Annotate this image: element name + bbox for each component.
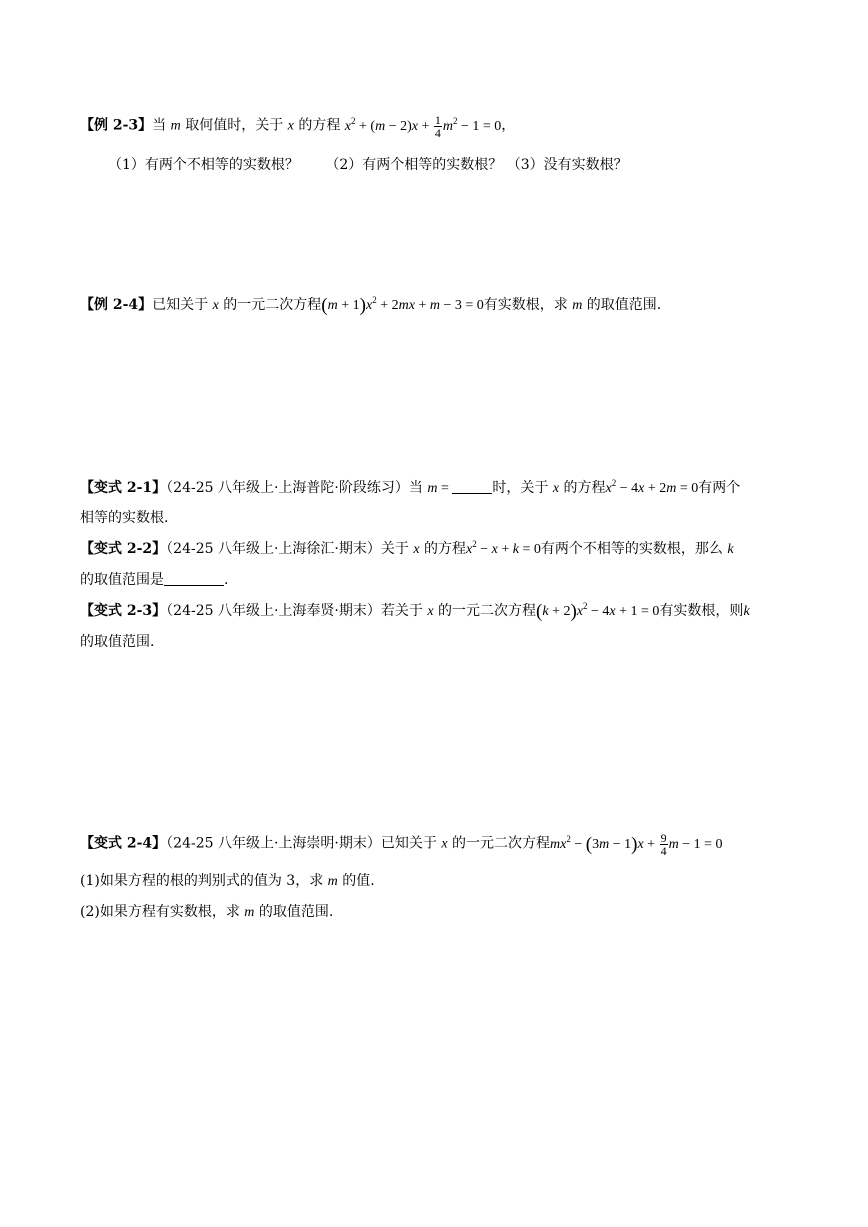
question-2: （2）有两个相等的实数根？: [325, 157, 503, 173]
source-note: （24-25 八年级上·上海崇明·期末）: [166, 835, 381, 852]
source-note: （24-25 八年级上·上海奉贤·期末）: [166, 603, 381, 619]
source-note: （24-25 八年级上·上海徐汇·期末）: [166, 541, 381, 557]
question-1: （1）有两个不相等的实数根？: [108, 157, 299, 173]
equation: $(m + 1)x^2 + 2mx + m - 3 = 0$: [321, 295, 484, 316]
equation: $x^2 + (m - 2)x$ + $\frac{1}{4}$ $m^2 - 1 = 0$: [344, 113, 502, 140]
variant-label: 【变式 2-4】: [80, 835, 167, 852]
example-2-3-stem: 【例 2-3】当 m 取何值时，关于 x 的方程 $x^2 + (m - 2)x$ + $\frac{1}{4}$ $m^2 - 1 = 0$，: [80, 113, 516, 140]
variant-2-3: 【变式 2-3】（24-25 八年级上·上海奉贤·期末）若关于 x 的一元二次方程$(k + 2)x^2 - 4x + 1 = 0$有实数根，则k: [80, 601, 750, 622]
question-3: （3）没有实数根？: [506, 157, 628, 173]
variant-2-1-cont: 相等的实数根.: [80, 510, 169, 526]
variant-2-4-q2: (2)如果方程有实数根，求 m 的取值范围.: [80, 904, 334, 920]
answer-blank[interactable]: [164, 571, 224, 586]
example-label: 【例 2-3】: [80, 117, 153, 134]
example-label: 【例 2-4】: [80, 297, 153, 313]
answer-blank[interactable]: [452, 479, 492, 494]
source-note: （24-25 八年级上·上海普陀·阶段练习）: [166, 480, 409, 496]
equation: $x^2 - 4x + 2m = 0$: [605, 478, 699, 496]
example-2-3-questions: [108, 156, 628, 174]
variant-2-1: 【变式 2-1】（24-25 八年级上·上海普陀·阶段练习）当 m = 时，关于 x 的方程$x^2 - 4x + 2m = 0$有两个: [80, 478, 741, 496]
variant-label: 【变式 2-2】: [80, 541, 167, 557]
variant-label: 【变式 2-1】: [80, 480, 167, 496]
variant-2-3-cont: 的取值范围.: [80, 634, 155, 650]
equation: $(k + 2)x^2 - 4x + 1 = 0$: [536, 601, 660, 622]
variant-2-4-q1: (1)如果方程的根的判别式的值为 3，求 m 的值.: [80, 873, 375, 889]
example-2-4: 【例 2-4】已知关于 x 的一元二次方程$(m + 1)x^2 + 2mx + m - 3 = 0$有实数根，求 m 的取值范围.: [80, 295, 662, 316]
variant-2-2: 【变式 2-2】（24-25 八年级上·上海徐汇·期末）关于 x 的方程$x^2 - x + k = 0$有两个不相等的实数根，那么 k: [80, 539, 734, 557]
variant-2-2-cont: 的取值范围是 .: [80, 572, 229, 588]
equation: $mx^2 - (3m - 1)x$ + $\frac{9}{4}$ m − 1 = 0: [550, 831, 723, 858]
variant-label: 【变式 2-3】: [80, 603, 167, 619]
equation: $x^2 - x + k = 0$: [466, 539, 541, 557]
variant-2-4: 【变式 2-4】（24-25 八年级上·上海崇明·期末）已知关于 x 的一元二次方程$mx^2 - (3m - 1)x$ + $\frac{9}{4}$ m − 1 = 0: [80, 831, 723, 858]
